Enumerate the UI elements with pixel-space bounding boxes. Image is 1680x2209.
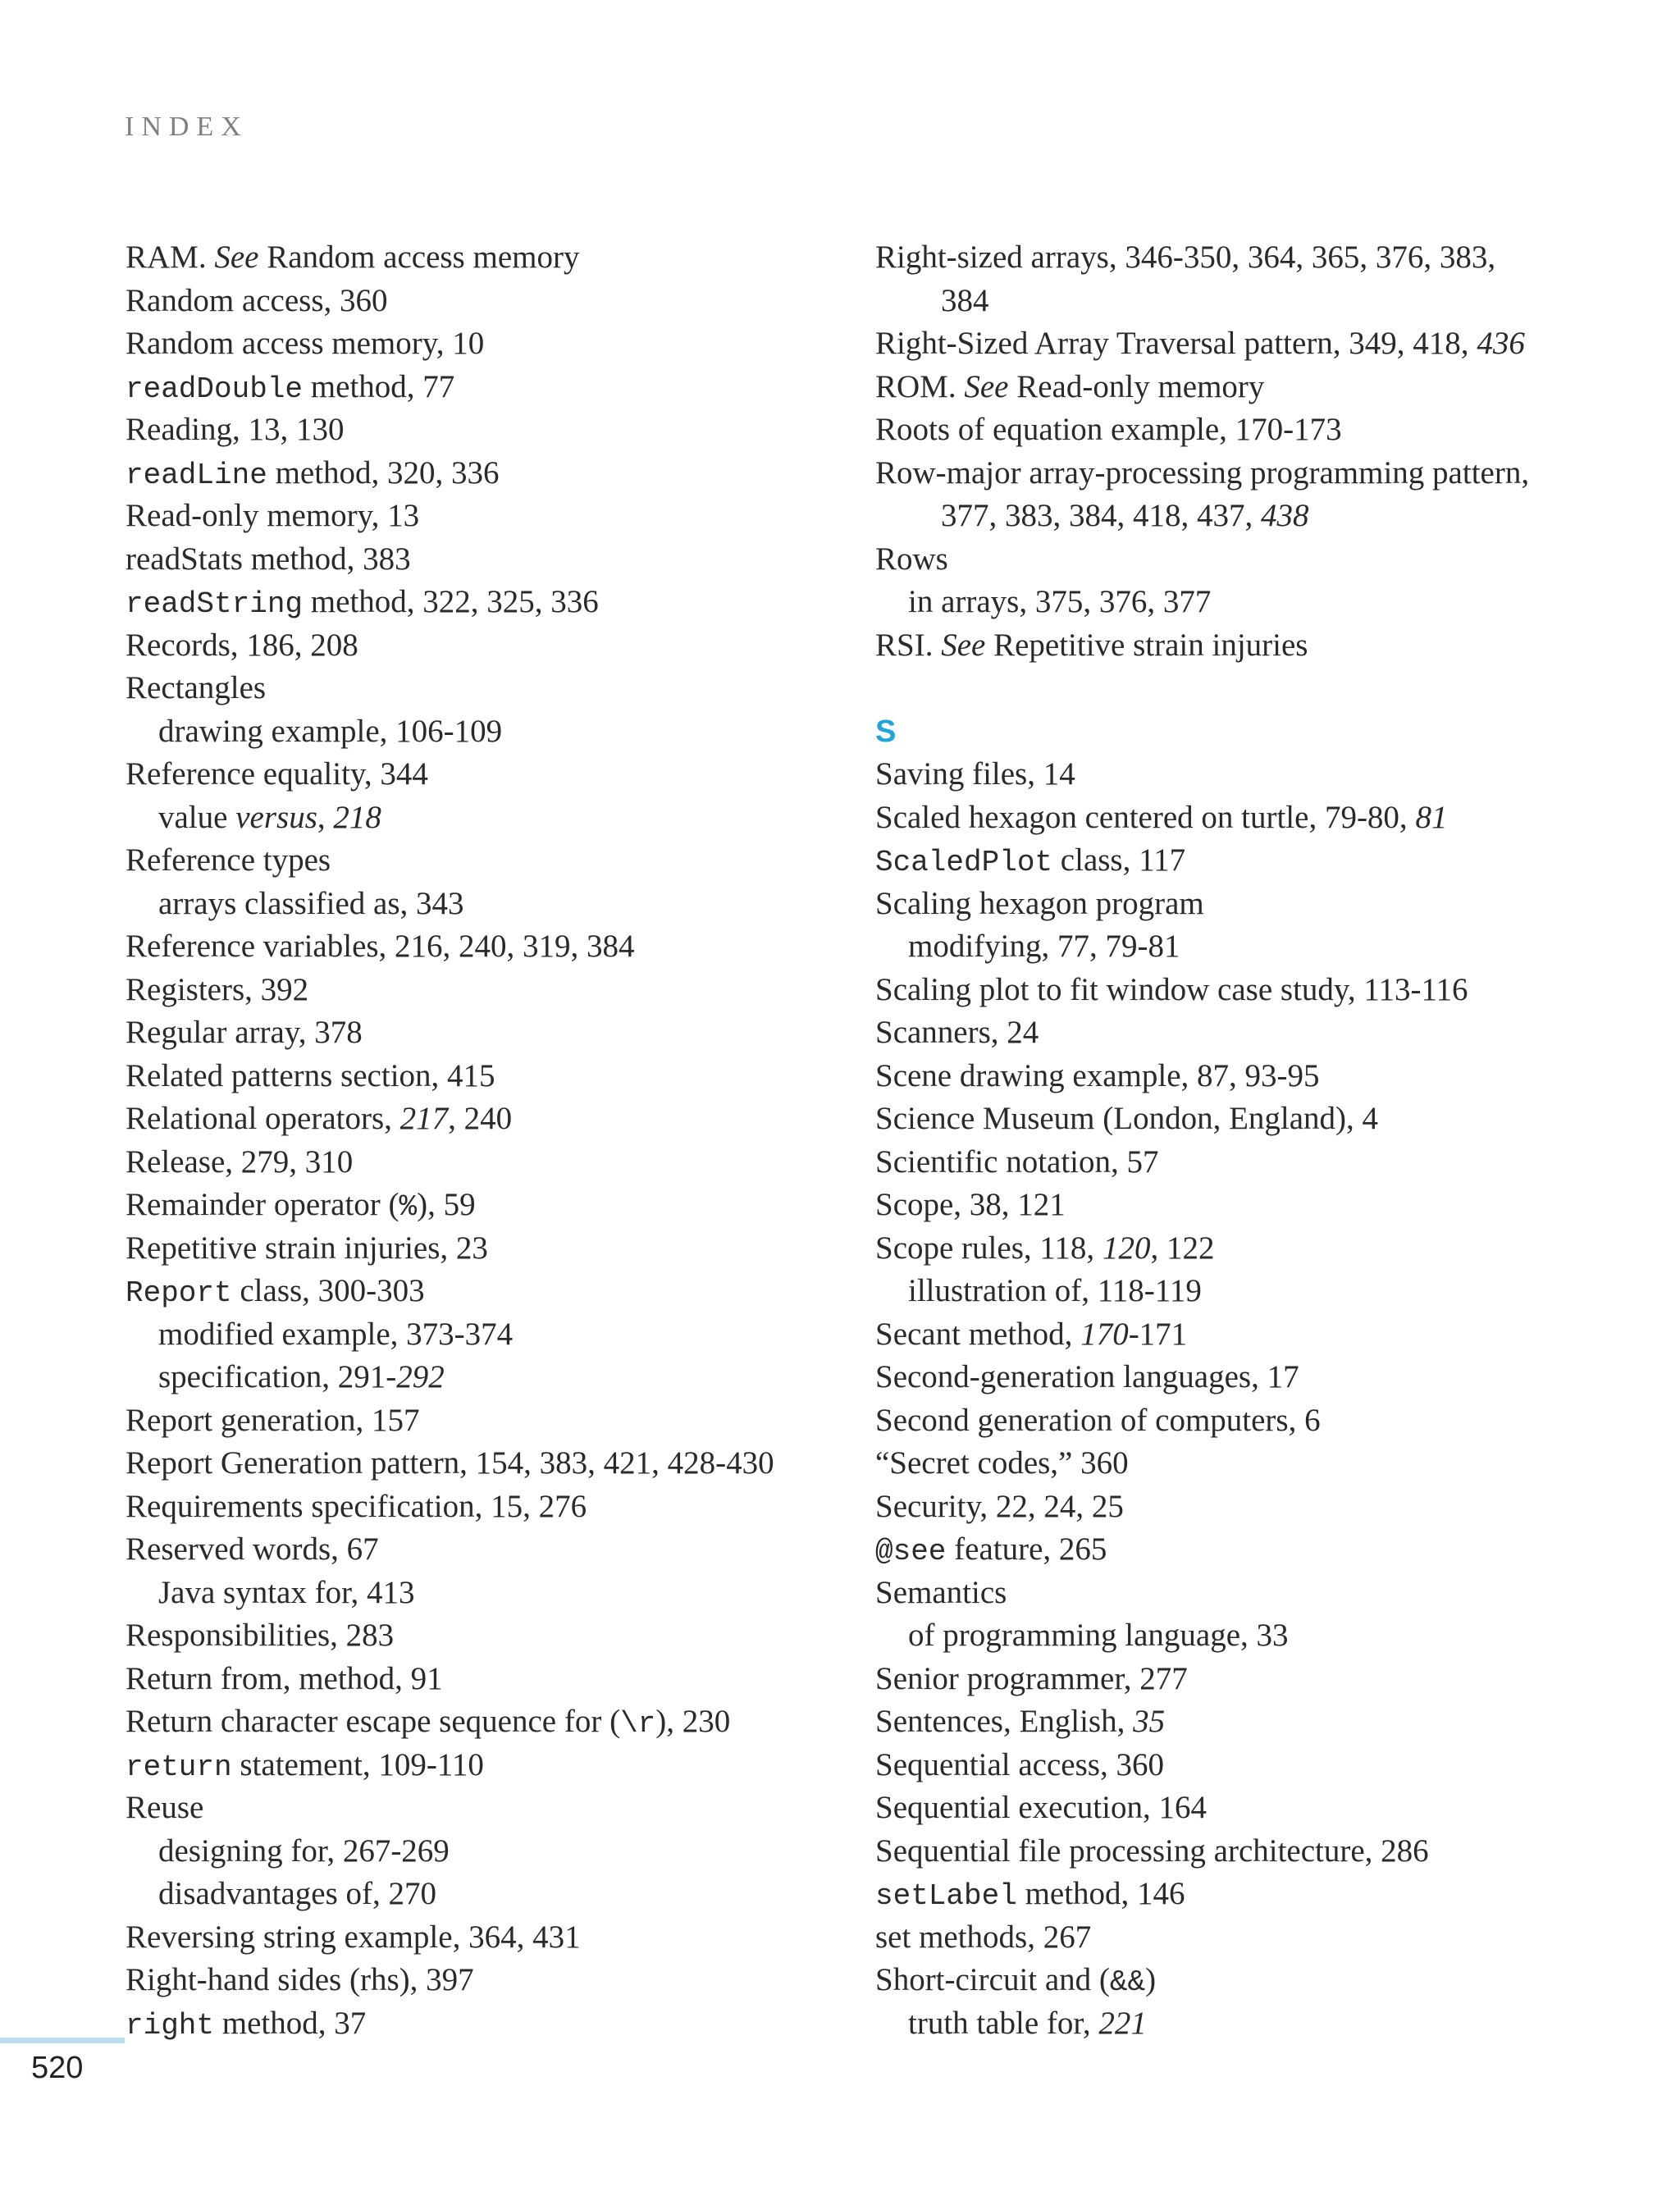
entry-code: && <box>1109 1965 1146 1999</box>
entry-term: Reading, 13, 130 <box>126 412 345 447</box>
entry-code: Report <box>126 1276 232 1310</box>
index-entry <box>126 1227 864 1271</box>
entry-term: Records, 186, 208 <box>126 627 358 663</box>
index-entry <box>875 1011 1614 1055</box>
entry-term: Regular array, 378 <box>126 1015 363 1050</box>
index-entry <box>875 1313 1614 1357</box>
index-subentry <box>126 1572 864 1615</box>
index-entry <box>126 2002 864 2046</box>
index-entry <box>875 1528 1614 1572</box>
index-subentry <box>126 1830 864 1874</box>
entry-pages: method, 77 <box>303 368 455 404</box>
entry-term: Right-sized arrays, 346-350, 364, 365, 376, 383, <box>875 240 1496 275</box>
index-entry <box>126 236 864 280</box>
index-entry <box>126 969 864 1012</box>
index-entry <box>875 1873 1614 1916</box>
entry-italic-page: 218 <box>333 799 381 835</box>
entry-term: Scaling plot to fit window case study, 113-116 <box>875 971 1468 1007</box>
entry-term: ROM. <box>875 368 965 404</box>
index-spacer <box>875 667 1614 710</box>
entry-code: readLine <box>126 458 267 492</box>
entry-term: Return from, method, 91 <box>126 1660 443 1696</box>
index-entry-continuation <box>875 495 1614 538</box>
index-column-right <box>875 236 1614 2045</box>
index-entry <box>126 1486 864 1529</box>
index-entry <box>875 1744 1614 1787</box>
entry-pages: class, 117 <box>1052 842 1186 878</box>
index-entry <box>126 408 864 452</box>
entry-code: readDouble <box>126 372 304 406</box>
entry-term: Random access, 360 <box>126 282 388 318</box>
index-entry <box>875 1399 1614 1443</box>
entry-term: RAM. <box>126 240 215 275</box>
index-entry-continuation <box>875 280 1614 323</box>
entry-term: 384 <box>941 282 989 318</box>
entry-term: Right-hand sides (rhs), 397 <box>126 1962 474 1997</box>
index-entry <box>875 236 1614 280</box>
entry-term: Remainder operator ( <box>126 1187 399 1222</box>
index-entry <box>875 1356 1614 1399</box>
entry-term: Java syntax for, 413 <box>158 1574 415 1610</box>
entry-term: Sequential file processing architecture, 286 <box>875 1832 1429 1869</box>
entry-term: Sequential access, 360 <box>875 1746 1164 1782</box>
index-entry <box>875 1830 1614 1874</box>
entry-term: Second generation of computers, 6 <box>875 1402 1321 1438</box>
entry-term: Random access memory, 10 <box>126 326 485 361</box>
entry-term: Scaled hexagon centered on turtle, 79-80, <box>875 799 1416 835</box>
index-entry <box>126 1700 864 1744</box>
entry-term: Scope rules, 118, <box>875 1230 1102 1266</box>
index-entry <box>126 1744 864 1787</box>
entry-term: Reuse <box>126 1790 204 1825</box>
entry-term: Semantics <box>875 1574 1007 1610</box>
entry-pages: , 122 <box>1150 1230 1215 1266</box>
index-entry <box>126 1528 864 1572</box>
entry-term: Report generation, 157 <box>126 1402 420 1438</box>
entry-term: arrays classified as, 343 <box>158 885 464 921</box>
index-entry <box>126 1787 864 1830</box>
index-entry <box>126 753 864 796</box>
entry-pages: method, 146 <box>1016 1876 1185 1911</box>
entry-term: of programming language, 33 <box>908 1618 1289 1653</box>
entry-term: Reference types <box>126 842 331 878</box>
entry-pages: method, 37 <box>214 2005 367 2041</box>
entry-pages: class, 300-303 <box>231 1273 425 1308</box>
index-entry <box>875 408 1614 452</box>
index-entry <box>126 1098 864 1141</box>
entry-term: RSI. <box>875 627 942 663</box>
entry-term: Scanners, 24 <box>875 1015 1039 1050</box>
entry-term: truth table for, <box>908 2005 1099 2041</box>
index-subentry <box>875 1614 1614 1658</box>
entry-term: modifying, 77, 79-81 <box>908 929 1180 964</box>
entry-term: drawing example, 106-109 <box>158 713 503 749</box>
page-number: 520 <box>31 2051 84 2085</box>
entry-code: \r <box>620 1707 656 1741</box>
entry-code: @see <box>875 1535 947 1568</box>
entry-term: 377, 383, 384, 418, 437, <box>941 498 1261 533</box>
entry-term: value <box>158 799 236 835</box>
entry-pages: Repetitive strain injuries <box>985 627 1308 663</box>
index-entry <box>875 624 1614 668</box>
index-entry <box>126 452 864 495</box>
entry-term: in arrays, 375, 376, 377 <box>908 584 1212 619</box>
index-entry <box>875 1141 1614 1184</box>
entry-term: “Secret codes,” 360 <box>875 1445 1129 1481</box>
entry-see-reference: See <box>941 627 986 663</box>
index-entry <box>126 538 864 582</box>
section-letter: S <box>875 714 897 749</box>
folio-accent-bar <box>0 2038 125 2043</box>
index-entry <box>126 624 864 668</box>
entry-code: ScaledPlot <box>875 846 1053 879</box>
entry-term: Responsibilities, 283 <box>126 1618 395 1653</box>
index-subentry <box>875 2002 1614 2046</box>
entry-term: specification, 291- <box>158 1359 397 1394</box>
entry-term: Reserved words, 67 <box>126 1531 379 1567</box>
entry-see-reference: See <box>964 368 1009 404</box>
entry-term: Read-only memory, 13 <box>126 498 420 533</box>
entry-term: Rows <box>875 541 948 577</box>
entry-term: Rectangles <box>126 670 267 705</box>
running-head: INDEX <box>125 112 249 142</box>
entry-pages: -171 <box>1128 1316 1188 1352</box>
entry-pages: statement, 109-110 <box>231 1746 484 1782</box>
index-subentry <box>126 796 864 840</box>
entry-term: Registers, 392 <box>126 971 309 1007</box>
entry-see-reference: versus <box>235 799 317 835</box>
entry-term: Short-circuit and ( <box>875 1962 1110 1997</box>
index-entry <box>875 1572 1614 1615</box>
index-entry <box>875 1184 1614 1227</box>
entry-term: readStats method, 383 <box>126 541 411 577</box>
index-entry <box>875 1959 1614 2002</box>
index-entry <box>126 1959 864 2002</box>
index-entry <box>126 1055 864 1098</box>
index-entry <box>126 366 864 409</box>
entry-italic-page: 292 <box>396 1359 445 1394</box>
index-entry <box>875 969 1614 1012</box>
entry-term: Security, 22, 24, 25 <box>875 1488 1124 1524</box>
index-subentry <box>875 1270 1614 1313</box>
index-entry <box>875 1916 1614 1960</box>
index-entry <box>875 452 1614 495</box>
entry-pages: , <box>317 799 334 835</box>
entry-code: readString <box>126 587 304 621</box>
entry-term: Right-Sized Array Traversal pattern, 349, 418, <box>875 326 1477 361</box>
entry-term: Related patterns section, 415 <box>126 1057 495 1093</box>
entry-term: Return character escape sequence for ( <box>126 1704 621 1739</box>
entry-italic-page: 217 <box>399 1101 449 1136</box>
entry-italic-page: 436 <box>1477 326 1525 361</box>
index-entry <box>126 1141 864 1184</box>
entry-term: Saving files, 14 <box>875 756 1075 792</box>
entry-pages: ), 59 <box>417 1187 476 1222</box>
entry-term: disadvantages of, 270 <box>158 1876 437 1911</box>
index-entry <box>875 1442 1614 1486</box>
index-entry <box>875 1700 1614 1744</box>
entry-italic-page: 221 <box>1098 2005 1147 2041</box>
entry-term: Report Generation pattern, 154, 383, 421, 428-430 <box>126 1445 774 1481</box>
index-subentry <box>126 710 864 754</box>
entry-term: Sequential execution, 164 <box>875 1790 1207 1825</box>
entry-term: Requirements specification, 15, 276 <box>126 1488 587 1524</box>
entry-term: Secant method, <box>875 1316 1081 1352</box>
entry-code: right <box>126 2008 215 2042</box>
entry-term: modified example, 373-374 <box>158 1316 514 1352</box>
entry-italic-page: 120 <box>1102 1230 1151 1266</box>
entry-pages: ), 230 <box>655 1704 731 1739</box>
index-subentry <box>126 1313 864 1357</box>
entry-term: Senior programmer, 277 <box>875 1660 1188 1696</box>
entry-pages: Read-only memory <box>1008 368 1265 404</box>
entry-term: Second-generation languages, 17 <box>875 1359 1299 1394</box>
entry-code: setLabel <box>875 1879 1017 1913</box>
index-entry <box>875 538 1614 582</box>
entry-italic-page: 35 <box>1133 1704 1166 1739</box>
index-entry <box>875 796 1614 840</box>
entry-pages: method, 322, 325, 336 <box>303 584 599 619</box>
index-entry <box>875 1787 1614 1830</box>
index-entry <box>126 1916 864 1960</box>
index-entry <box>126 495 864 538</box>
entry-term: Row-major array-processing programming pattern, <box>875 454 1530 491</box>
index-subentry <box>126 883 864 926</box>
entry-term: Sentences, English, <box>875 1704 1134 1739</box>
entry-term: Reference equality, 344 <box>126 756 428 792</box>
index-entry <box>875 753 1614 796</box>
entry-code: return <box>126 1750 232 1784</box>
entry-pages: method, 320, 336 <box>267 454 500 491</box>
index-entry <box>875 322 1614 366</box>
index-entry <box>875 1658 1614 1701</box>
index-subentry <box>875 581 1614 624</box>
index-entry <box>126 1658 864 1701</box>
index-subentry <box>126 1356 864 1399</box>
entry-pages: , 240 <box>448 1101 513 1136</box>
entry-term: Repetitive strain injuries, 23 <box>126 1230 488 1266</box>
index-entry <box>875 839 1614 883</box>
index-entry <box>875 366 1614 409</box>
entry-italic-page: 170 <box>1080 1316 1129 1352</box>
index-entry <box>126 925 864 969</box>
index-entry <box>875 1227 1614 1271</box>
entry-pages: feature, 265 <box>946 1531 1107 1567</box>
index-entry <box>126 1442 864 1486</box>
entry-pages: ) <box>1145 1962 1157 1997</box>
entry-term: Reference variables, 216, 240, 319, 384 <box>126 929 635 964</box>
index-entry <box>875 1055 1614 1098</box>
entry-term: designing for, 267-269 <box>158 1832 450 1869</box>
entry-pages: Random access memory <box>258 240 580 275</box>
index-entry <box>126 1184 864 1227</box>
entry-term: Reversing string example, 364, 431 <box>126 1919 581 1955</box>
index-entry <box>126 1399 864 1443</box>
index-entry <box>126 322 864 366</box>
entry-term: Scaling hexagon program <box>875 885 1204 921</box>
index-entry <box>875 1098 1614 1141</box>
entry-term: Scientific notation, 57 <box>875 1143 1159 1180</box>
entry-italic-page: 81 <box>1415 799 1448 835</box>
entry-term: Scene drawing example, 87, 93-95 <box>875 1057 1320 1093</box>
entry-term: Relational operators, <box>126 1101 400 1136</box>
entry-italic-page: 438 <box>1261 498 1309 533</box>
index-entry <box>126 1270 864 1313</box>
entry-term: Release, 279, 310 <box>126 1143 354 1180</box>
entry-term: illustration of, 118-119 <box>908 1273 1202 1308</box>
entry-term: Scope, 38, 121 <box>875 1187 1066 1222</box>
entry-code: % <box>399 1190 418 1224</box>
index-entry <box>875 1486 1614 1529</box>
entry-term: Science Museum (London, England), 4 <box>875 1101 1379 1136</box>
index-entry <box>126 280 864 323</box>
entry-term: set methods, 267 <box>875 1919 1092 1955</box>
entry-term: Roots of equation example, 170-173 <box>875 412 1342 447</box>
entry-see-reference: See <box>214 240 259 275</box>
index-subentry <box>875 925 1614 969</box>
index-entry <box>126 581 864 624</box>
index-entry <box>875 883 1614 926</box>
index-entry <box>126 839 864 883</box>
index-subentry <box>126 1873 864 1916</box>
index-entry <box>126 1011 864 1055</box>
index-entry <box>126 667 864 710</box>
index-entry <box>126 1614 864 1658</box>
index-column-left <box>126 236 864 2045</box>
